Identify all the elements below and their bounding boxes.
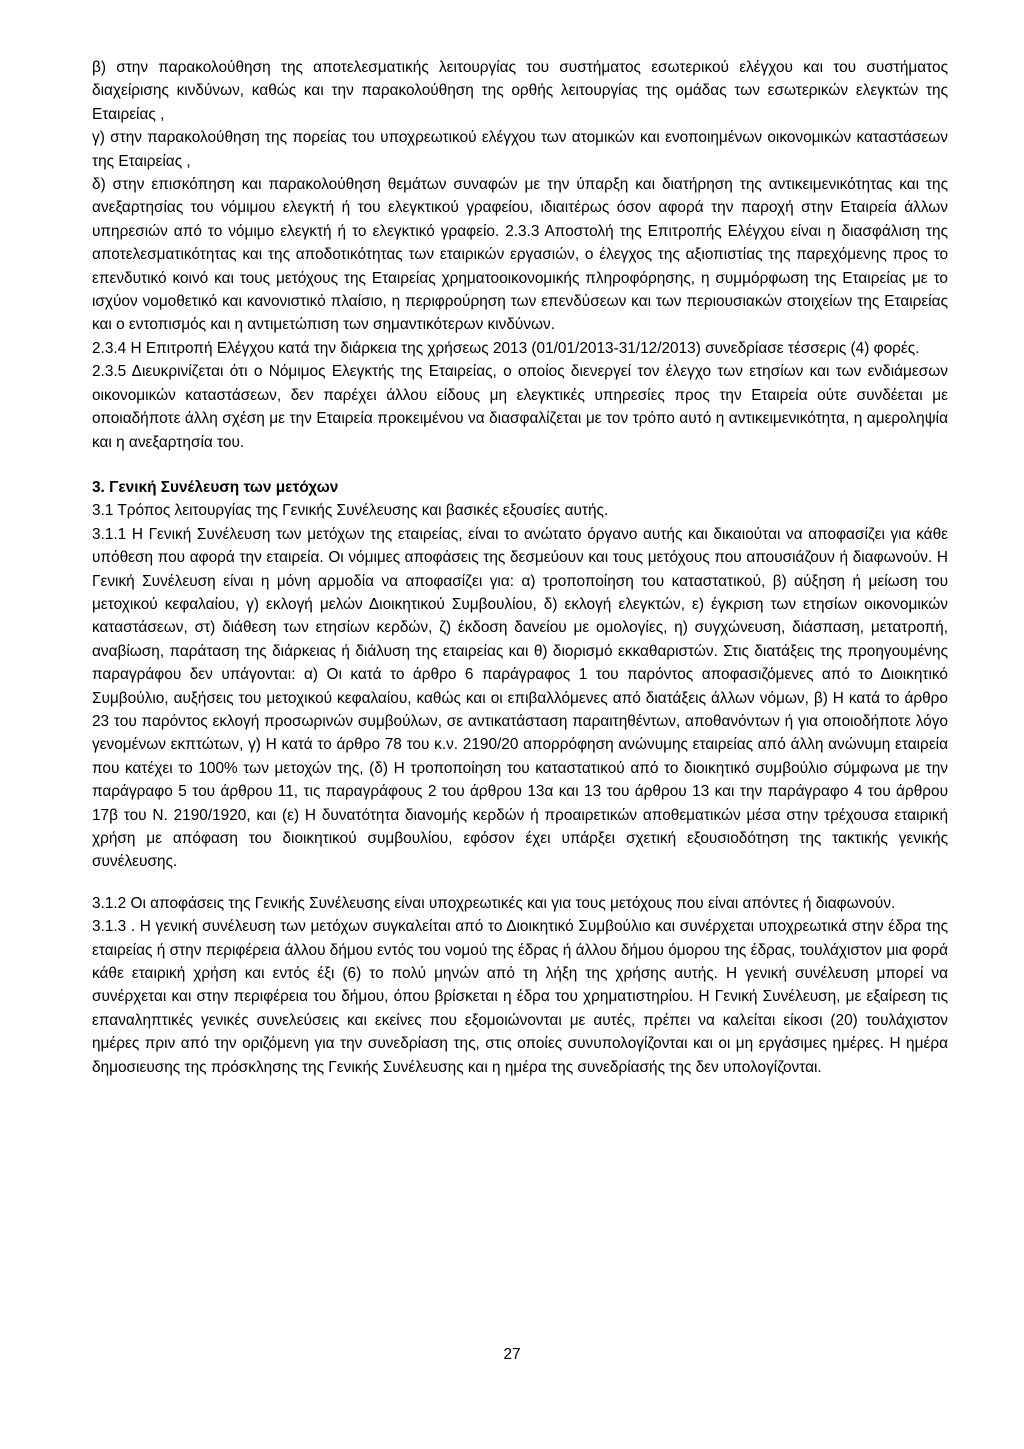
paragraph-gamma-monitoring: γ) στην παρακολούθηση της πορείας του υποχρεωτικού ελέγχου των ατομικών και ενοποιημένων οικονομικών καταστάσεων της Εταιρείας , xyxy=(92,129,948,170)
paragraph-3-1-2: 3.1.2 Οι αποφάσεις της Γενικής Συνέλευσης είναι υποχρεωτικές και για τους μετόχους που είναι απόντες ή διαφωνούν. xyxy=(92,894,896,912)
paragraph-beta-monitoring: β) στην παρακολούθηση της αποτελεσματικής λειτουργίας του συστήματος εσωτερικού ελέγχου και του συστήματος διαχείρισης κινδύνων, καθώς και την παρακολούθηση της ορθής λειτουργίας της ομάδας των εσωτερικών ελεγκτών της Εταιρείας , xyxy=(92,59,948,123)
section-heading: 3. Γενική Συνέλευση των μετόχων xyxy=(92,478,339,496)
paragraph-2-3-4: 2.3.4 Η Επιτροπή Ελέγχου κατά την διάρκεια της χρήσεως 2013 (01/01/2013-31/12/2013) συνεδρίασε τέσσερις (4) φορές. xyxy=(92,339,920,357)
page-number: 27 xyxy=(503,1346,521,1363)
paragraph-3-1-3: 3.1.3 . Η γενική συνέλευση των μετόχων συγκαλείται από το Διοικητικό Συμβούλιο και συνέρχεται υποχρεωτικά στην έδρα της εταιρείας ή στην περιφέρεια άλλου δήμου εντός του νομού της έδρας ή άλλου δήμου όμορου της έδρας, τουλάχιστον μια φορά κάθε εταιρική χρήση και εντός έξι (6) το πολύ μηνών από τη λήξη της χρήσης αυτής. Η γενική συνέλευση μπορεί να συνέρχεται και στην περιφέρεια του δήμου, όπου βρίσκεται η έδρα του χρηματιστηρίου. Η Γενική Συνέλευση, με εξαίρεση τις επαναληπτικές γενικές συνελεύσεις και εκείνες που εξομοιώνονται με αυτές, πρέπει να καλείται είκοσι (20) τουλάχιστον ημέρες πριν από την οριζόμενη για την συνεδρίαση της, στις οποίες συνυπολογίζονται και οι μη εργάσιμες ημέρες. Η ημέρα δημοσιευσης της πρόσκλησης της Γενικής Συνέλευσης και η ημέρα της συνεδρίασής της δεν υπολογίζονται. xyxy=(92,918,948,1076)
paragraph-spacer xyxy=(92,874,948,892)
paragraph-3-1: 3.1 Τρόπος λειτουργίας της Γενικής Συνέλευσης και βασικές εξουσίες αυτής. xyxy=(92,502,609,520)
paragraph-2-3-5: 2.3.5 Διευκρινίζεται ότι ο Νόμιμος Ελεγκτής της Εταιρείας, ο οποίος διενεργεί τον έλεγχο των ετησίων και των ενδιάμεσων οικονομικών καταστάσεων, δεν παρέχει άλλου είδους μη ελεγκτικές υπηρεσίες προς την Εταιρεία ούτε συνδέεται με οποιαδήποτε άλλη σχέση με την Εταιρεία προκειμένου να διασφαλίζεται με τον τρόπο αυτό η αντικειμενικότητα, η αμεροληψία και η ανεξαρτησία του. xyxy=(92,363,948,451)
paragraph-3-1-1: 3.1.1 Η Γενική Συνέλευση των μετόχων της εταιρείας, είναι το ανώτατο όργανο αυτής και δικαιούται να αποφασίζει για κάθε υπόθεση που αφορά την εταιρεία. Οι νόμιμες αποφάσεις της δεσμεύουν και τους μετόχους που απουσιάζουν ή διαφωνούν. Η Γενική Συνέλευση είναι η μόνη αρμοδία να αποφασίζει για: α) τροποποίηση του καταστατικού, β) αύξηση ή μείωση του μετοχικού κεφαλαίου, γ) εκλογή μελών Διοικητικού Συμβουλίου, δ) εκλογή ελεγκτών, ε) έγκριση των ετησίων οικονομικών καταστάσεων, στ) διάθεση των ετησίων κερδών, ζ) έκδοση δανείου με ομολογίες, η) συγχώνευση, διάσπαση, μετατροπή, αναβίωση, παράταση της διάρκειας ή διάλυση της εταιρείας και θ) διορισμό εκκαθαριστών. Στις διατάξεις της προηγουμένης παραγράφου δεν υπάγονται: α) Οι κατά το άρθρο 6 παράγραφος 1 του παρόντος αποφασιζόμενες από το Διοικητικό Συμβούλιο, αυξήσεις του μετοχικού κεφαλαίου, καθώς και οι επιβαλλόμενες από διατάξεις άλλων νόμων, β) Η κατά το άρθρο 23 του παρόντος εκλογή προσωρινών συμβούλων, σε αντικατάσταση παραιτηθέντων, αποθανόντων ή για οποιοδήποτε λόγο γενομένων εκπτώτων, γ) Η κατά το άρθρο 78 του κ.ν. 2190/20 απορρόφηση ανώνυμης εταιρείας από άλλη ανώνυμη εταιρεία που κατέχει το 100% των μετοχών της, (δ) Η τροποποίηση του καταστατικού από το διοικητικό συμβούλιο σύμφωνα με την παράγραφο 5 του άρθρου 11, τις παραγράφους 2 του άρθρου 13α και 13 του άρθρου 13 και την παράγραφο 4 του άρθρου 17β του Ν. 2190/1920, και (ε) Η δυνατότητα διανομής κερδών ή προαιρετικών αποθεματικών μέσα στην τρέχουσα εταιρική χρήση με απόφαση του διοικητικού συμβουλίου, εφόσον έχει υπάρξει σχετική εξουσιοδότηση της τακτικής γενικής συνέλευσης. xyxy=(92,525,948,871)
section-spacer xyxy=(92,454,948,476)
paragraph-delta-review: δ) στην επισκόπηση και παρακολούθηση θεμάτων συναφών με την ύπαρξη και διατήρηση της αντικειμενικότητας και της ανεξαρτησίας του νόμιμου ελεγκτή ή του ελεγκτικού γραφείου, ιδιαιτέρως όσον αφορά την παροχή στην Εταιρεία άλλων υπηρεσιών από το νόμιμο ελεγκτή ή το ελεγκτικό γραφείο. 2.3.3 Αποστολή της Επιτροπής Ελέγχου είναι η διασφάλιση της αποτελεσματικότητας και της αποδοτικότητας των εταιρικών εργασιών, ο έλεγχος της αξιοπιστίας της παρεχόμενης προς το επενδυτικό κοινό και τους μετόχους της Εταιρείας χρηματοοικονομικής πληροφόρησης, η συμμόρφωση της Εταιρείας με το ισχύον νομοθετικό και κανονιστικό πλαίσιο, η περιφρούρηση των επενδύσεων και των περιουσιακών στοιχείων της Εταιρείας και ο εντοπισμός και η αντιμετώπιση των σημαντικότερων κινδύνων. xyxy=(92,176,948,334)
